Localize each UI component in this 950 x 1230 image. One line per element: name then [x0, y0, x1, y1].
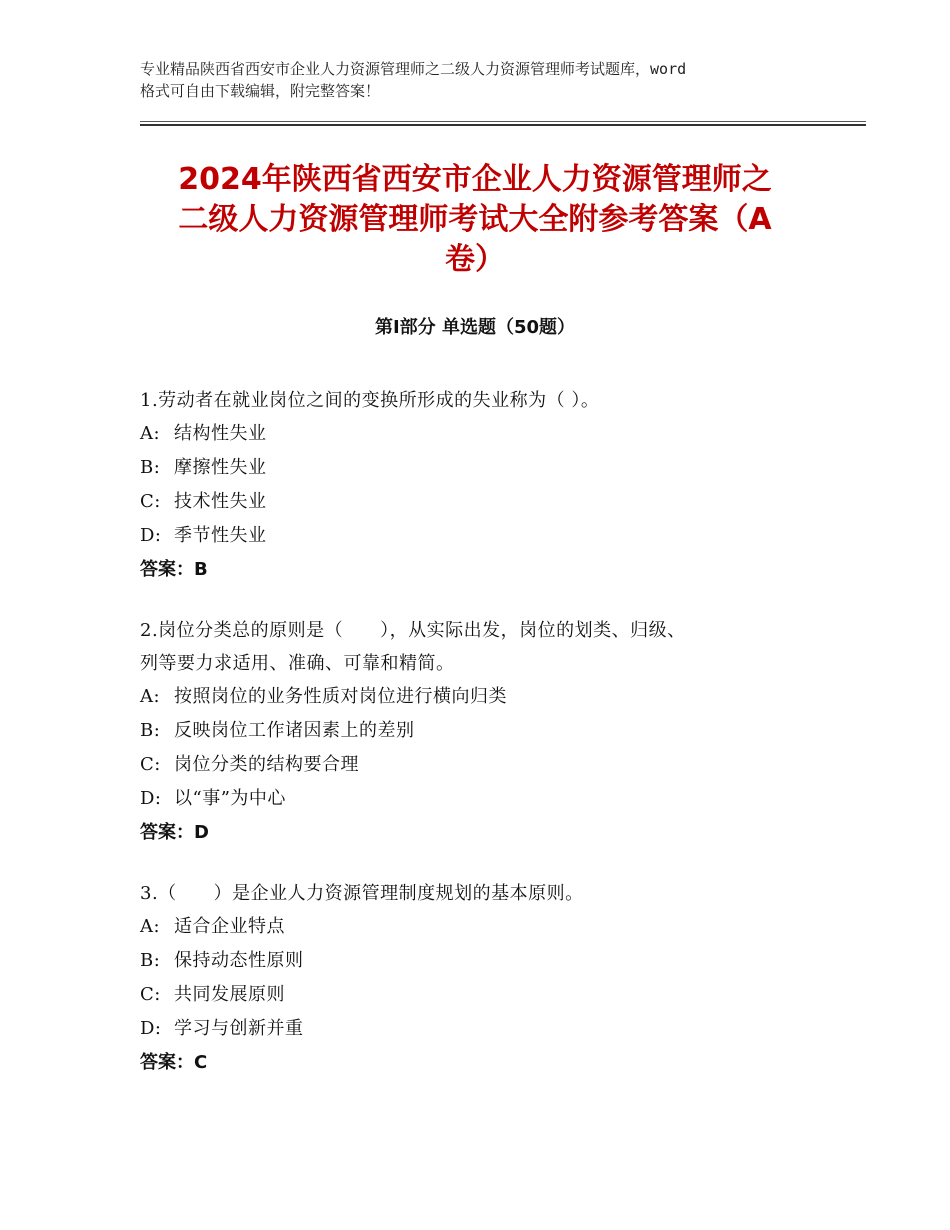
option-letter: B:	[140, 457, 161, 478]
title-line-1: 2024年陕西省西安市企业人力资源管理师之	[178, 162, 772, 197]
option-a	[140, 910, 830, 944]
option-letter: C:	[140, 754, 161, 775]
option-d	[140, 1012, 830, 1046]
answer-label: 答案：D	[140, 822, 209, 843]
option-d	[140, 519, 830, 553]
option-text: 季节性失业	[174, 525, 267, 546]
option-text: 适合企业特点	[174, 916, 285, 937]
option-text: 以“事”为中心	[174, 788, 286, 809]
option-text: 技术性失业	[174, 491, 267, 512]
option-b	[140, 451, 830, 485]
question-3	[140, 877, 830, 1080]
title-line-3: 卷）	[445, 242, 505, 277]
option-letter: D:	[140, 525, 162, 546]
question-stem-line: 3.（ ）是企业人力资源管理制度规划的基本原则。	[140, 883, 584, 904]
option-letter: D:	[140, 788, 162, 809]
option-c	[140, 748, 830, 782]
document-title	[140, 160, 810, 280]
question-1	[140, 384, 830, 587]
option-letter: C:	[140, 491, 161, 512]
option-letter: D:	[140, 1018, 162, 1039]
option-letter: A:	[140, 686, 161, 707]
answer-label: 答案：B	[140, 559, 208, 580]
header-rule-thin	[140, 121, 866, 122]
option-a	[140, 417, 830, 451]
question-2	[140, 614, 830, 850]
option-c	[140, 978, 830, 1012]
option-b	[140, 714, 830, 748]
option-letter: A:	[140, 423, 161, 444]
option-letter: B:	[140, 950, 161, 971]
option-c	[140, 485, 830, 519]
header-note	[140, 58, 830, 102]
header-note-line-2: 格式可自由下载编辑，附完整答案！	[140, 82, 381, 100]
question-stem-line: 列等要力求适用、准确、可靠和精简。	[140, 653, 455, 674]
option-d	[140, 782, 830, 816]
answer-label: 答案：C	[140, 1052, 208, 1073]
option-text: 反映岗位工作诸因素上的差别	[174, 720, 415, 741]
option-text: 结构性失业	[174, 423, 267, 444]
question-stem	[140, 877, 830, 910]
option-letter: B:	[140, 720, 161, 741]
option-a	[140, 680, 830, 714]
option-text: 岗位分类的结构要合理	[174, 754, 359, 775]
question-stem-line: 1.劳动者在就业岗位之间的变换所形成的失业称为（ ）。	[140, 390, 600, 411]
option-text: 学习与创新并重	[174, 1018, 304, 1039]
header-note-line-1: 专业精品陕西省西安市企业人力资源管理师之二级人力资源管理师考试题库，word	[140, 60, 687, 78]
option-text: 共同发展原则	[174, 984, 285, 1005]
question-stem	[140, 384, 830, 417]
option-b	[140, 944, 830, 978]
title-line-2: 二级人力资源管理师考试大全附参考答案（A	[178, 202, 772, 237]
header-rule-thick	[140, 124, 866, 126]
section-heading: 第Ⅰ部分 单选题（50题）	[374, 317, 575, 338]
question-stem	[140, 614, 830, 680]
option-text: 保持动态性原则	[174, 950, 304, 971]
question-list	[140, 384, 830, 1107]
option-text: 按照岗位的业务性质对岗位进行横向归类	[174, 686, 507, 707]
option-letter: A:	[140, 916, 161, 937]
option-text: 摩擦性失业	[174, 457, 267, 478]
question-stem-line: 2.岗位分类总的原则是（ ），从实际出发，岗位的划类、归级、	[140, 620, 686, 641]
option-letter: C:	[140, 984, 161, 1005]
